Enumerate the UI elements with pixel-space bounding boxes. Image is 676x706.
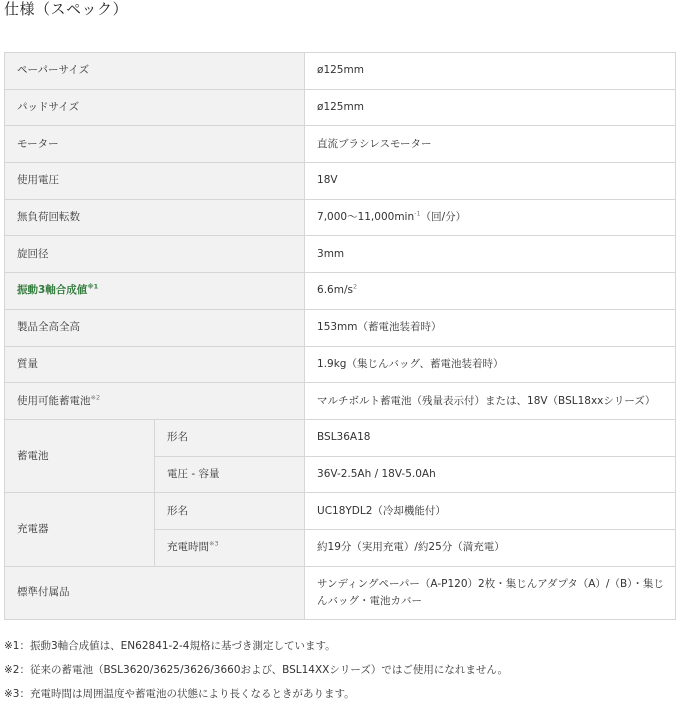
spec-value — [305, 199, 676, 236]
superscript: 2 — [352, 282, 358, 291]
spec-label: 使用電圧 — [5, 163, 305, 200]
table-row — [5, 163, 676, 200]
spec-sub-label: 形名 — [155, 493, 305, 530]
footnote: ※2：従来の蓄電池（BSL3620/3625/3626/3660および、BSL14XXシリーズ）ではご使用になれません。 — [4, 664, 508, 676]
spec-value: ø125mm — [305, 53, 676, 90]
spec-label: パッドサイズ — [5, 89, 305, 126]
spec-group-label: 充電器 — [5, 493, 155, 566]
footnote-mark: ※3 — [209, 539, 219, 548]
table-row — [5, 419, 676, 456]
spec-value: 直流ブラシレスモーター — [305, 126, 676, 163]
spec-value: UC18YDL2（冷却機能付） — [305, 493, 676, 530]
spec-value: 1.9kg（集じんバッグ、蓄電池装着時） — [305, 346, 676, 383]
spec-value — [305, 273, 676, 310]
spec-label: 質量 — [5, 346, 305, 383]
spec-sub-label: 形名 — [155, 419, 305, 456]
table-row — [5, 126, 676, 163]
spec-value: 3mm — [305, 236, 676, 273]
spec-label: 旋回径 — [5, 236, 305, 273]
spec-value-main: 6.6m/s — [317, 284, 353, 297]
spec-value: サンディングペーパー（A-P120）2枚・集じんアダプタ（A）/（B）・集じんバッグ・電池カバー — [305, 566, 676, 619]
page-title: 仕様（スペック） — [4, 0, 129, 18]
spec-value: BSL36A18 — [305, 419, 676, 456]
superscript: -1 — [414, 209, 421, 218]
spec-value: 18V — [305, 163, 676, 200]
spec-value: マルチボルト蓄電池（残量表示付）または、18V（BSL18xxシリーズ） — [305, 383, 676, 420]
table-row — [5, 346, 676, 383]
spec-label-text: 充電時間 — [167, 541, 209, 554]
spec-value: ø125mm — [305, 89, 676, 126]
table-row — [5, 383, 676, 420]
table-row — [5, 493, 676, 530]
spec-label-text: 使用可能蓄電池 — [17, 394, 91, 407]
spec-sub-label — [155, 529, 305, 566]
spec-value-main: 7,000〜11,000min — [317, 211, 415, 224]
spec-label: ペーパーサイズ — [5, 53, 305, 90]
table-row — [5, 273, 676, 310]
spec-label: 製品全高全高 — [5, 309, 305, 346]
spec-sub-label: 電圧 - 容量 — [155, 456, 305, 493]
spec-label: モーター — [5, 126, 305, 163]
spec-label: 無負荷回転数 — [5, 199, 305, 236]
table-row — [5, 89, 676, 126]
footnote: ※3：充電時間は周囲温度や蓄電池の状態により長くなるときがあります。 — [4, 688, 355, 700]
footnote-mark: ※1 — [87, 282, 99, 291]
spec-label: 標準付属品 — [5, 566, 305, 619]
footnote: ※1：振動3軸合成値は、EN62841-2-4規格に基づき測定しています。 — [4, 640, 336, 652]
table-row — [5, 236, 676, 273]
spec-label — [5, 383, 305, 420]
spec-value: 153mm（蓄電池装着時） — [305, 309, 676, 346]
table-row — [5, 199, 676, 236]
spec-value-suffix: （回/分） — [420, 211, 467, 224]
table-row — [5, 309, 676, 346]
spec-group-label: 蓄電池 — [5, 419, 155, 492]
spec-table — [4, 52, 676, 620]
table-row — [5, 53, 676, 90]
footnotes — [4, 634, 508, 706]
spec-value: 約19分（実用充電）/約25分（満充電） — [305, 529, 676, 566]
spec-label-text: 振動3軸合成値 — [17, 284, 88, 297]
table-row — [5, 566, 676, 619]
footnote-mark: ※2 — [90, 393, 101, 402]
spec-label-vibration — [5, 273, 305, 310]
spec-value: 36V-2.5Ah / 18V-5.0Ah — [305, 456, 676, 493]
